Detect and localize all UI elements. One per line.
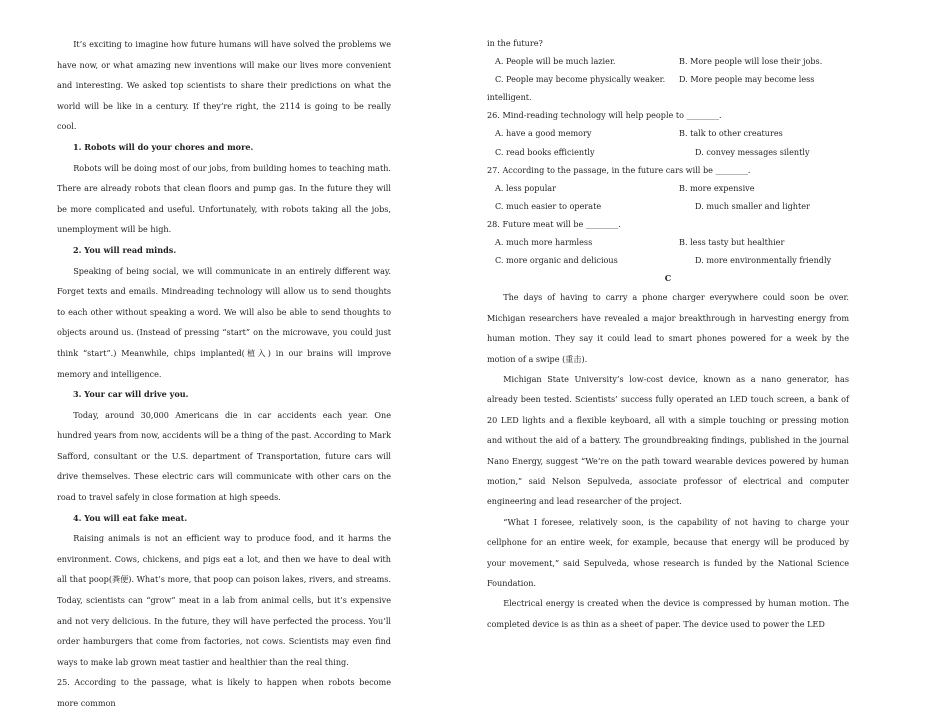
q27-options-row-2 [487,197,849,215]
q28-option-a: A. much more harmless [495,237,593,248]
question-28: 28. Future meat will be ________. [487,218,621,229]
passage-c-paragraph-1: The days of having to carry a phone charger everywhere could soon be over. Michigan researchers have revealed a major breakthrough in harvesting energy from human motion. They say it could lead to smart phones powered for a week by the motion of a swipe (重击). [487,292,849,364]
question-25-continued: in the future? [487,38,543,48]
paragraph-robots: Robots will be doing most of our jobs, from building homes to teaching math. There are already robots that clean floors and pump gas. In the future they will be more complicated and useful. Unfortunately, with robots taking all the jobs, unemployment will be high. [57,162,391,235]
q25-options-row-2 [487,70,849,88]
section-c-heading: C [664,273,672,284]
q28-option-c: C. more organic and delicious [495,255,618,266]
right-column [487,34,849,634]
paragraph-fake-meat: Raising animals is not an efficient way to produce food, and it harms the environment. Cows, chickens, and pigs eat a lot, and then we have to deal with all that poop(粪便). What’s more, that poop can poison lakes, rivers, and streams. Today, scientists can “grow” meat in a lab from animal cells, but it’s expensive and not very delicious. In the future, they will have perfected the process. You’ll order hamburgers that come from factories, not cows. Scientists may even find ways to make lab grown meat tastier and healthier than the real thing. [57,533,391,667]
q27-options-row-1 [487,179,849,197]
left-column [57,34,391,714]
q28-option-d: D. more environmentally friendly [695,255,832,266]
heading-robots: 1. Robots will do your chores and more. [73,141,254,152]
q26-option-d: D. convey messages silently [695,146,810,157]
q26-options-row-1 [487,124,849,142]
heading-car: 3. Your car will drive you. [73,389,189,400]
q25-option-d-continued: intelligent. [487,92,532,103]
q26-option-c: C. read books efficiently [495,146,595,157]
q27-option-c: C. much easier to operate [495,200,602,211]
passage-c-paragraph-2: Michigan State University’s low-cost device, known as a nano generator, has already been tested. Scientists’ success fully operated an LED touch screen, a bank of 20 LED lights and a flexible keyboard, all with a simple touching or pressing motion and without the aid of a battery. The groundbreaking findings, published in the journal Nano Energy, suggest “We’re on the path toward wearable devices powered by human motion,” said Nelson Sepulveda, associate professor of electrical and computer engineering and lead researcher of the project. [487,373,849,507]
intro-paragraph: It’s exciting to imagine how future humans will have solved the problems we have now, or what amazing new inventions will make our lives more convenient and interesting. We asked top scientists to share their predictions on what the world will be like in a century. If they’re right, the 2114 is going to be really cool. [57,39,391,132]
q25-option-b: B. More people will lose their jobs. [679,56,823,67]
paragraph-read-minds: Speaking of being social, we will communicate in an entirely different way. Forget texts and emails. Mindreading technology will allow us to send thoughts to each other without speaking a word. We will also be able to send thoughts to objects around us. (Instead of pressing “start” on the microwave, you could just think “start”.) Meanwhile, chips implanted(植入) in our brains will improve memory and intelligence. [57,265,391,379]
question-26: 26. Mind-reading technology will help people to ________. [487,110,722,121]
q27-option-d: D. much smaller and lighter [695,200,810,211]
q26-option-b: B. talk to other creatures [679,128,783,139]
q26-option-a: A. have a good memory [495,128,592,139]
q25-option-d: D. More people may become less [679,74,815,85]
q25-option-c: C. People may become physically weaker. [495,74,666,85]
q28-options-row-1 [487,233,849,251]
question-25: 25. According to the passage, what is likely to happen when robots become more common [57,677,391,708]
question-27: 27. According to the passage, in the future cars will be ________. [487,164,751,175]
paragraph-car: Today, around 30,000 Americans die in car accidents each year. One hundred years from now, accidents will be a thing of the past. According to Mark Safford, consultant or the U.S. department of Transportation, future cars will drive themselves. These electric cars will communicate with other cars on the road to travel safely in close formation at high speeds. [57,409,391,503]
heading-fake-meat: 4. You will eat fake meat. [73,512,188,523]
q25-option-a: A. People will be much lazier. [495,56,616,67]
passage-c-paragraph-3: “What I foresee, relatively soon, is the capability of not having to charge your cellphone for an entire week, for example, because that energy will be produced by your movement,” said Sepulveda, whose research is funded by the National Science Foundation. [487,516,849,588]
q25-options-row-1 [487,52,849,70]
passage-c-paragraph-4: Electrical energy is created when the device is compressed by human motion. The completed device is as thin as a sheet of paper. The device used to power the LED [487,598,849,629]
q27-option-a: A. less popular [495,182,556,193]
q28-option-b: B. less tasty but healthier [679,237,785,248]
q26-options-row-2 [487,143,849,161]
heading-read-minds: 2. You will read minds. [73,244,177,255]
q28-options-row-2 [487,251,849,269]
q27-option-b: B. more expensive [679,182,755,193]
